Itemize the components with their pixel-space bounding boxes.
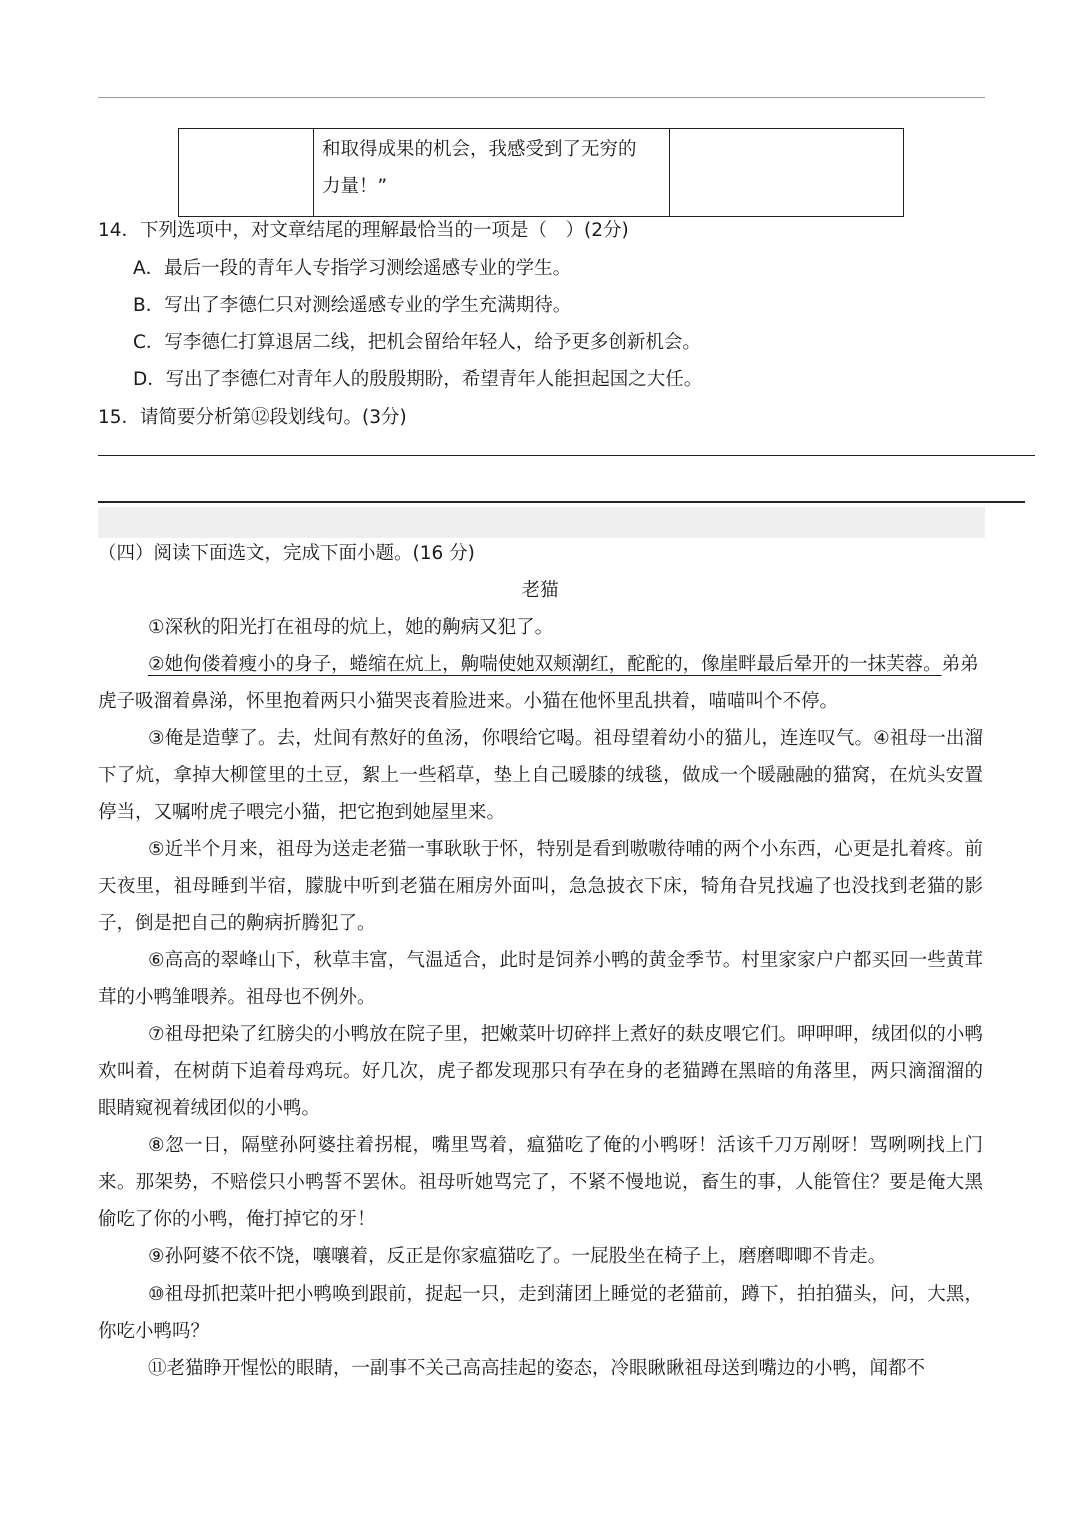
section-instruction: （四）阅读下面选文，完成下面小题。(16 分) [98,543,475,564]
table-col-divider [669,129,670,216]
paragraph-9: ⑨孙阿婆不依不饶，嚷嚷着，反正是你家瘟猫吃了。一屁股坐在椅子上，磨磨唧唧不肯走。 [148,1246,887,1267]
continuation-table [178,128,904,217]
answer-line[interactable] [98,501,1025,503]
answer-line[interactable] [98,455,1035,456]
question-15-stem: 15．请简要分析第⑫段划线句。(3分) [98,407,407,428]
paragraph-3: ③俺是造孽了。去，灶间有熬好的鱼汤，你喂给它喝。祖母望着幼小的猫儿，连连叹气。④祖母一出溜下了炕，拿掉大柳筐里的土豆，絮上一些稻草，垫上自己暖膝的绒毯，做成一个暖融融的猫窝，在炕头安置停当，又嘱咐虎子喂完小猫，把它抱到她屋里来。 [98,728,983,823]
paragraph-text: 弟弟虎子吸溜着鼻涕，怀里抱着两只小猫哭丧着脸进来。小猫在他怀里乱拱着，喵喵叫个不停。 [98,654,979,712]
paragraph-2 [98,646,983,720]
paragraph-text: ①深秋的阳光打在祖母的炕上，她的齁病又犯了。 [148,617,554,638]
paragraph-11: ⑪老猫睁开惺忪的眼睛，一副事不关己高高挂起的姿态，冷眼瞅瞅祖母送到嘴边的小鸭，闻都不 [148,1358,926,1379]
paragraph-7: ⑦祖母把染了红膀尖的小鸭放在院子里，把嫩菜叶切碎拌上煮好的麸皮喂它们。呷呷呷，绒团似的小鸭欢叫着，在树荫下追着母鸡玩。好几次，虎子都发现那只有孕在身的老猫蹲在黑暗的角落里，两只滴溜溜的眼睛窥视着绒团似的小鸭。 [98,1024,983,1119]
paragraph-10: ⑩祖母抓把菜叶把小鸭唤到跟前，捉起一只，走到蒲团上睡觉的老猫前，蹲下，拍拍猫头，问，大黑，你吃小鸭吗？ [98,1284,983,1342]
underlined-sentence: ②她佝偻着瘦小的身子，蜷缩在炕上，齁喘使她双颊潮红，酡酡的，像崖畔最后晕开的一抹芙蓉。 [148,654,942,675]
question-14-option-a[interactable]: A．最后一段的青年人专指学习测绘遥感专业的学生。 [133,258,572,279]
paragraph-6: ⑥高高的翠峰山下，秋草丰富，气温适合，此时是饲养小鸭的黄金季节。村里家家户户都买回一些黄茸茸的小鸭雏喂养。祖母也不例外。 [98,950,983,1008]
table-cell-line: 力量！” [322,176,388,197]
question-14-option-d[interactable]: D．写出了李德仁对青年人的殷殷期盼，希望青年人能担起国之大任。 [133,369,703,390]
question-14-option-c[interactable]: C．写李德仁打算退居二线，把机会留给年轻人，给予更多创新机会。 [133,332,701,353]
question-14-stem: 14．下列选项中，对文章结尾的理解最恰当的一项是（ ）(2分) [98,220,629,241]
passage-title: 老猫 [521,580,559,601]
paragraph-1 [98,609,983,646]
paragraph-8: ⑧忽一日，隔壁孙阿婆拄着拐棍，嘴里骂着，瘟猫吃了俺的小鸭呀！活该千刀万剐呀！骂咧咧找上门来。那架势，不赔偿只小鸭誓不罢休。祖母听她骂完了，不紧不慢地说，畜生的事，人能管住？要是俺大黑偷吃了你的小鸭，俺打掉它的牙！ [98,1135,983,1230]
question-14-option-b[interactable]: B．写出了李德仁只对测绘遥感专业的学生充满期待。 [133,295,572,316]
paragraph-5: ⑤近半个月来，祖母为送走老猫一事耿耿于怀，特别是看到嗷嗷待哺的两个小东西，心更是扎着疼。前天夜里，祖母睡到半宿，朦胧中听到老猫在厢房外面叫，急急披衣下床，犄角旮旯找遍了也没找到老猫的影子，倒是把自己的齁病折腾犯了。 [98,839,983,934]
table-cell-text [322,131,662,205]
table-col-divider [313,129,314,216]
header-rule [98,97,985,98]
grey-band [98,507,985,538]
table-cell-line: 和取得成果的机会，我感受到了无穷的 [322,139,637,160]
